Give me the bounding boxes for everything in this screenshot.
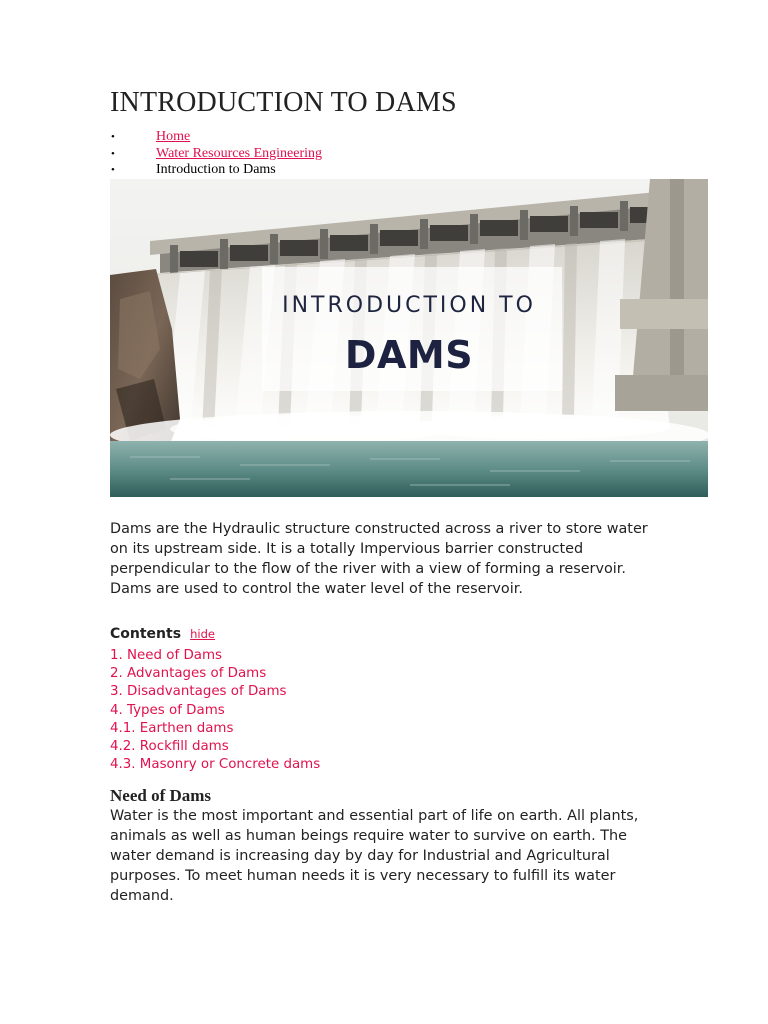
toc-link-types[interactable]: 4. Types of Dams (110, 702, 225, 718)
breadcrumb-item-current (110, 162, 322, 179)
hero-image (110, 179, 708, 497)
section-paragraph-need-of-dams: Water is the most important and essential part of life on earth. All plants, animals as well as human beings require water to survive on earth. The water demand is increasing day by day for Industrial and Agricultural purposes. To meet human needs it is very necessary to fulfill its water demand. (110, 808, 639, 904)
toc-header (110, 622, 510, 644)
toc-item (110, 683, 510, 701)
breadcrumb-item-home (110, 129, 322, 146)
table-of-contents (110, 622, 510, 774)
toc-item (110, 738, 510, 756)
toc-hide-toggle[interactable]: hide (190, 627, 215, 641)
bullet-icon: • (111, 131, 115, 143)
toc-list (110, 647, 510, 774)
toc-link-rockfill[interactable]: 4.2. Rockfill dams (110, 739, 229, 755)
toc-item (110, 720, 510, 738)
toc-item (110, 665, 510, 683)
toc-item (110, 756, 510, 774)
toc-link-need-of-dams[interactable]: 1. Need of Dams (110, 648, 222, 663)
toc-item (110, 647, 510, 665)
bullet-icon: • (111, 164, 115, 176)
toc-link-masonry[interactable]: 4.3. Masonry or Concrete dams (110, 757, 321, 773)
hero-title-line2: DAMS (344, 333, 474, 377)
bullet-icon: • (111, 147, 115, 160)
toc-link-earthen[interactable]: 4.1. Earthen dams (110, 720, 234, 736)
breadcrumb-current-page: Introduction to Dams (156, 162, 276, 177)
toc-item (110, 702, 510, 720)
breadcrumb (110, 129, 322, 179)
hero-title-line1: INTRODUCTION TO (282, 293, 536, 318)
toc-link-advantages[interactable]: 2. Advantages of Dams (110, 666, 267, 682)
section-heading-need-of-dams: Need of Dams (110, 786, 212, 805)
intro-paragraph: Dams are the Hydraulic structure constructed across a river to store water on its upstream side. It is a totally Impervious barrier constructed perpendicular to the flow of the river with a view of forming a reservoir. Dams are used to control the water level of the reservoir. (110, 521, 648, 597)
breadcrumb-link-home[interactable]: Home (156, 129, 191, 144)
toc-link-disadvantages[interactable]: 3. Disadvantages of Dams (110, 684, 287, 700)
breadcrumb-item-water-resources (110, 146, 322, 163)
breadcrumb-link-water-resources[interactable]: Water Resources Engineering (156, 145, 323, 161)
page-title: INTRODUCTION TO DAMS (110, 87, 457, 118)
toc-title: Contents (110, 626, 182, 642)
